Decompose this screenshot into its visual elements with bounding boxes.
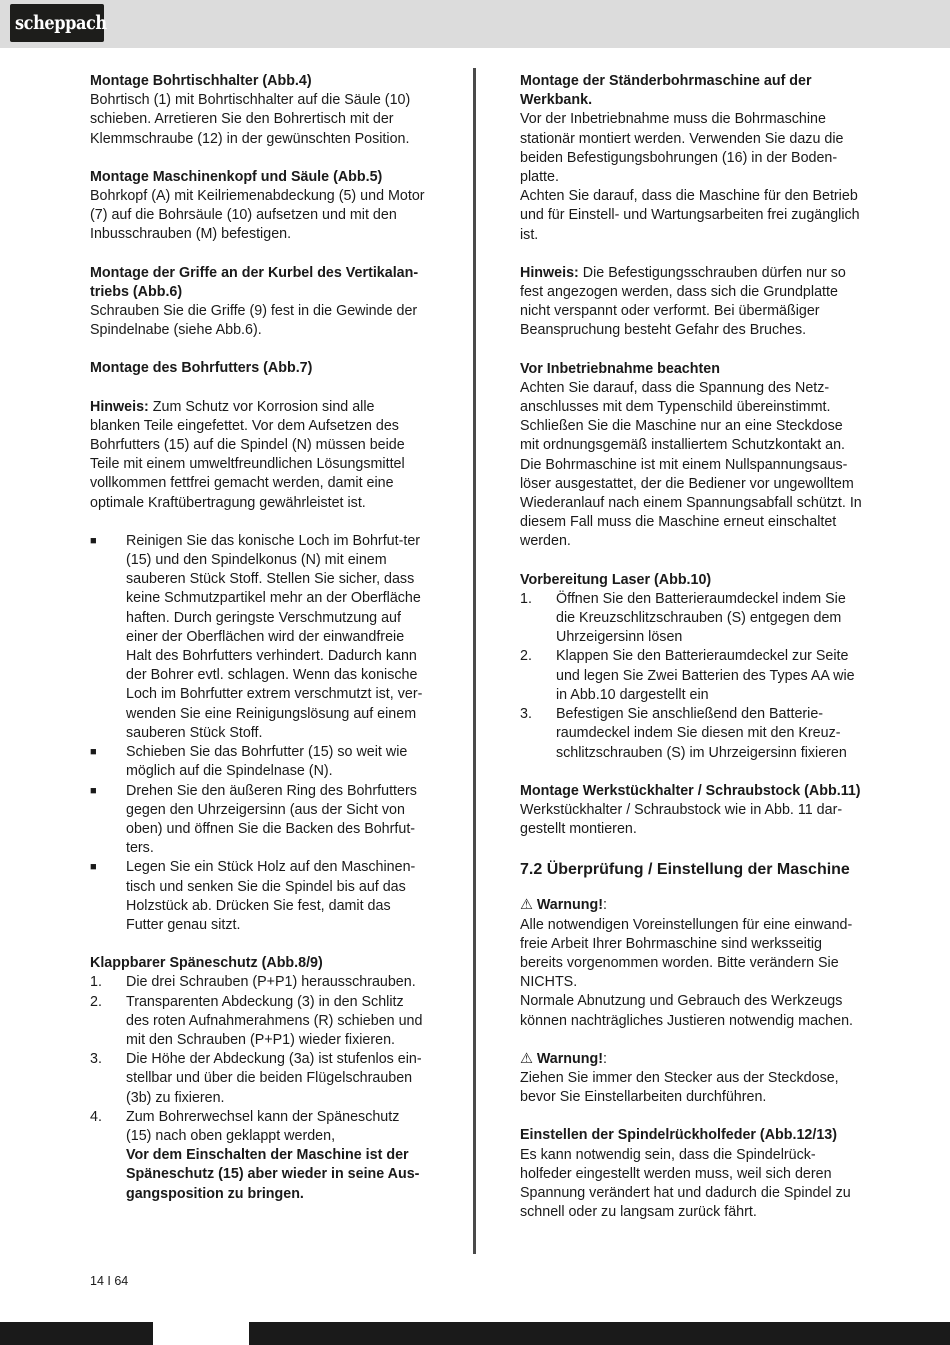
section-title-maschinenkopf: Montage Maschinenkopf und Säule (Abb.5) <box>90 168 383 185</box>
section-text-inbetriebnahme: Achten Sie darauf, dass die Spannung des Netz-anschlusses mit dem Typenschild übereinstimmt. Schließen Sie die Maschine nur an eine Steckdose mit ordnungsgemäß installiertem Schutzkontakt an. Die Bohrmaschine ist mit einem Nullspannungsaus-löser ausgestattet, der die Bediener vor ungewolltem Wiederanlauf nach einem Spannungsabfall schützt. In diesem Fall muss die Maschine erneut einschaltet werden. <box>520 379 862 550</box>
right-column <box>520 72 865 1222</box>
bullet-item <box>90 532 425 743</box>
warning-triangle-icon: ⚠ <box>520 897 533 914</box>
warning-text-2: Ziehen Sie immer den Stecker aus der Steckdose, bevor Sie Einstellarbeiten durchführen. <box>520 1069 839 1106</box>
numbered-item <box>520 647 865 705</box>
numbered-item <box>90 1108 425 1204</box>
section-title-werkbank: Montage der Ständerbohrmaschine auf der Werkbank. <box>520 73 812 109</box>
bullet-marker: ■ <box>90 861 97 874</box>
numbered-item <box>90 1050 425 1108</box>
bullet-item <box>90 743 425 781</box>
item-number: 1. <box>90 974 102 991</box>
section-title-inbetriebnahme: Vor Inbetriebnahme beachten <box>520 360 720 377</box>
item-text: Öffnen Sie den Batterieraumdeckel indem Sie die Kreuzschlitzschrauben (S) entgegen dem Uhrzeigersinn lösen <box>556 590 846 646</box>
warning-text-1b: Normale Abnutzung und Gebrauch des Werkzeugs können nachträgliches Justieren notwendig machen. <box>520 993 854 1029</box>
warning-label: Warnung! <box>536 1050 603 1067</box>
item-text: Die Höhe der Abdeckung (3a) ist stufenlos ein-stellbar und über die beiden Flügelschrauben (3b) zu fixieren. <box>126 1051 422 1106</box>
item-text: Klappen Sie den Batterieraumdeckel zur Seite und legen Sie Zwei Batterien des Types AA wie in Abb.10 dargestellt ein <box>556 648 855 703</box>
section-text-griffe: Schrauben Sie die Griffe (9) fest in die Gewinde der Spindelnabe (siehe Abb.6). <box>90 303 418 339</box>
bullet-marker: ■ <box>90 746 97 759</box>
section-text-maschinenkopf: Bohrkopf (A) mit Keilriemenabdeckung (5) und Motor (7) auf die Bohrsäule (10) aufsetzen und mit den Inbusschrauben (M) befestigen. <box>90 188 425 243</box>
left-column <box>90 72 425 1204</box>
item-text: Befestigen Sie anschließend den Batterie-raumdeckel indem Sie diesen mit den Kreuz-schlitzschrauben (S) im Uhrzeigersinn fixieren <box>556 706 847 761</box>
numbered-item <box>90 973 425 992</box>
warning-triangle-icon: ⚠ <box>520 1050 533 1067</box>
section-title-bohrtischhalter: Montage Bohrtischhalter (Abb.4) <box>90 73 312 89</box>
numbered-item <box>520 705 865 763</box>
section-text-werkbank: Vor der Inbetriebnahme muss die Bohrmaschine stationär montiert werden. Verwenden Sie dazu die beiden Befestigungsbohrungen (16) in der Boden-platte. <box>520 111 844 186</box>
section-text-spindelrueckholfeder: Es kann notwendig sein, dass die Spindelrück-holfeder eingestellt werden muss, weil sich deren Spannung verändert hat und dadurch die Spindel zu schnell oder zu langsam zurück fährt. <box>520 1146 851 1221</box>
bullet-marker: ■ <box>90 534 97 547</box>
section-text-werkbank-2: Achten Sie darauf, dass die Maschine für den Betrieb und für Einstell- und Wartungsarbeiten frei zugänglich ist. <box>520 188 860 243</box>
bullet-text: Reinigen Sie das konische Loch im Bohrfut-ter (15) und den Spindelkonus (N) mit einem sauberen Stück Stoff. Stellen Sie sicher, dass keine Schmutzpartikel mehr an der Oberfläche haften. Durch geringste Verschmutzung auf einer der Oberflächen wird der einwandfreie Halt des Bohrfutters verhindert. Dadurch kann der Bohrer evtl. schlagen. Wenn das konische Loch im Bohrfutter extrem verschmutzt ist, ver-wenden Sie eine Reinigungslösung auf einem sauberen Stück Stoff. <box>126 532 423 741</box>
section-title-laser: Vorbereitung Laser (Abb.10) <box>520 571 712 588</box>
warning-colon: : <box>602 1050 607 1067</box>
item-number: 3. <box>520 706 532 723</box>
item-number: 3. <box>90 1051 102 1068</box>
warning-text-1: Alle notwendigen Voreinstellungen für eine einwand-freie Arbeit Ihrer Bohrmaschine sind werksseitig bereits vorgenommen worden. Bitte verändern Sie NICHTS. <box>520 916 853 991</box>
item-number: 2. <box>520 648 532 665</box>
bullet-marker: ■ <box>90 784 97 797</box>
section-text-werkstueckhalter: Werkstückhalter / Schraubstock wie in Abb. 11 dar-gestellt montieren. <box>520 801 843 838</box>
section-text-bohrtischhalter: Bohrtisch (1) mit Bohrtischhalter auf die Säule (10) schieben. Arretieren Sie den Bohrertisch mit der Klemmschraube (12) in der gewünschten Position. <box>90 92 411 147</box>
warning-heading-2 <box>520 1050 865 1069</box>
chapter-title-ueberpruefung: 7.2 Überprüfung / Einstellung der Maschine <box>520 861 850 879</box>
numbered-item <box>520 590 865 648</box>
section-title-spaeneschutz: Klappbarer Späneschutz (Abb.8/9) <box>90 955 323 972</box>
section-title-griffe: Montage der Griffe an der Kurbel des Vertikalan-triebs (Abb.6) <box>90 264 419 300</box>
column-divider <box>473 68 476 1254</box>
section-title-bohrfutter: Montage des Bohrfutters (Abb.7) <box>90 360 313 377</box>
hint-label: Hinweis: <box>520 264 579 281</box>
bullet-item <box>90 782 425 859</box>
logo-wordmark: scheppach <box>15 12 107 34</box>
bullet-text: Schieben Sie das Bohrfutter (15) so weit wie möglich auf die Spindelnase (N). <box>126 744 408 780</box>
bullet-item <box>90 858 425 935</box>
bullet-text: Legen Sie ein Stück Holz auf den Maschinen-tisch und senken Sie die Spindel bis auf das Holzstück ab. Drücken Sie fest, damit das Futter genau sitzt. <box>126 859 416 933</box>
item-warning-bold: Vor dem Einschalten der Maschine ist der Späneschutz (15) aber wieder in seine Aus-gangsposition zu bringen. <box>126 1147 420 1202</box>
hint-label: Hinweis: <box>90 398 149 415</box>
item-text: Die drei Schrauben (P+P1) herausschrauben. <box>126 974 416 991</box>
item-text: Transparenten Abdeckung (3) in den Schlitz des roten Aufnahmerahmens (R) schieben und mit den Schrauben (P+P1) wieder fixieren. <box>126 993 423 1048</box>
bullet-text: Drehen Sie den äußeren Ring des Bohrfutters gegen den Uhrzeigersinn (aus der Sicht von oben) und öffnen Sie die Backen des Bohrfut-ters. <box>126 782 417 857</box>
footer-bar-left <box>0 1322 153 1345</box>
warning-heading-1 <box>520 896 865 915</box>
item-number: 4. <box>90 1108 102 1125</box>
hint-text: Zum Schutz vor Korrosion sind alle blanken Teile eingefettet. Vor dem Aufsetzen des Bohrfutters (15) auf die Spindel (N) müssen beide Teile mit einem umweltfreundlichen Lösungsmittel vollkommen fettfrei gemacht werden, damit eine optimale Kraftübertragung gewährleistet ist. <box>90 398 405 511</box>
footer-bar-right <box>249 1322 950 1345</box>
hint-text: Die Befestigungsschrauben dürfen nur so fest angezogen werden, dass sich die Grundplatte nicht verspannt oder verformt. Bei übermäßiger Beanspruchung besteht Gefahr des Bruches. <box>520 264 846 339</box>
item-text: Zum Bohrerwechsel kann der Späneschutz (15) nach oben geklappt werden, <box>126 1108 400 1144</box>
item-number: 2. <box>90 993 102 1010</box>
hint-paragraph-befestigung <box>520 264 865 341</box>
section-title-werkstueckhalter: Montage Werkstückhalter / Schraubstock (Abb.11) <box>520 782 861 799</box>
section-title-spindelrueckholfeder: Einstellen der Spindelrückholfeder (Abb.12/13) <box>520 1127 837 1144</box>
hint-paragraph-bohrfutter <box>90 398 425 513</box>
warning-label: Warnung! <box>536 897 603 914</box>
item-number: 1. <box>520 590 532 607</box>
numbered-item <box>90 993 425 1051</box>
page-number: 14 I 64 <box>90 1274 129 1288</box>
scheppach-logo <box>10 4 107 42</box>
warning-colon: : <box>602 897 607 914</box>
page-header <box>0 0 950 48</box>
